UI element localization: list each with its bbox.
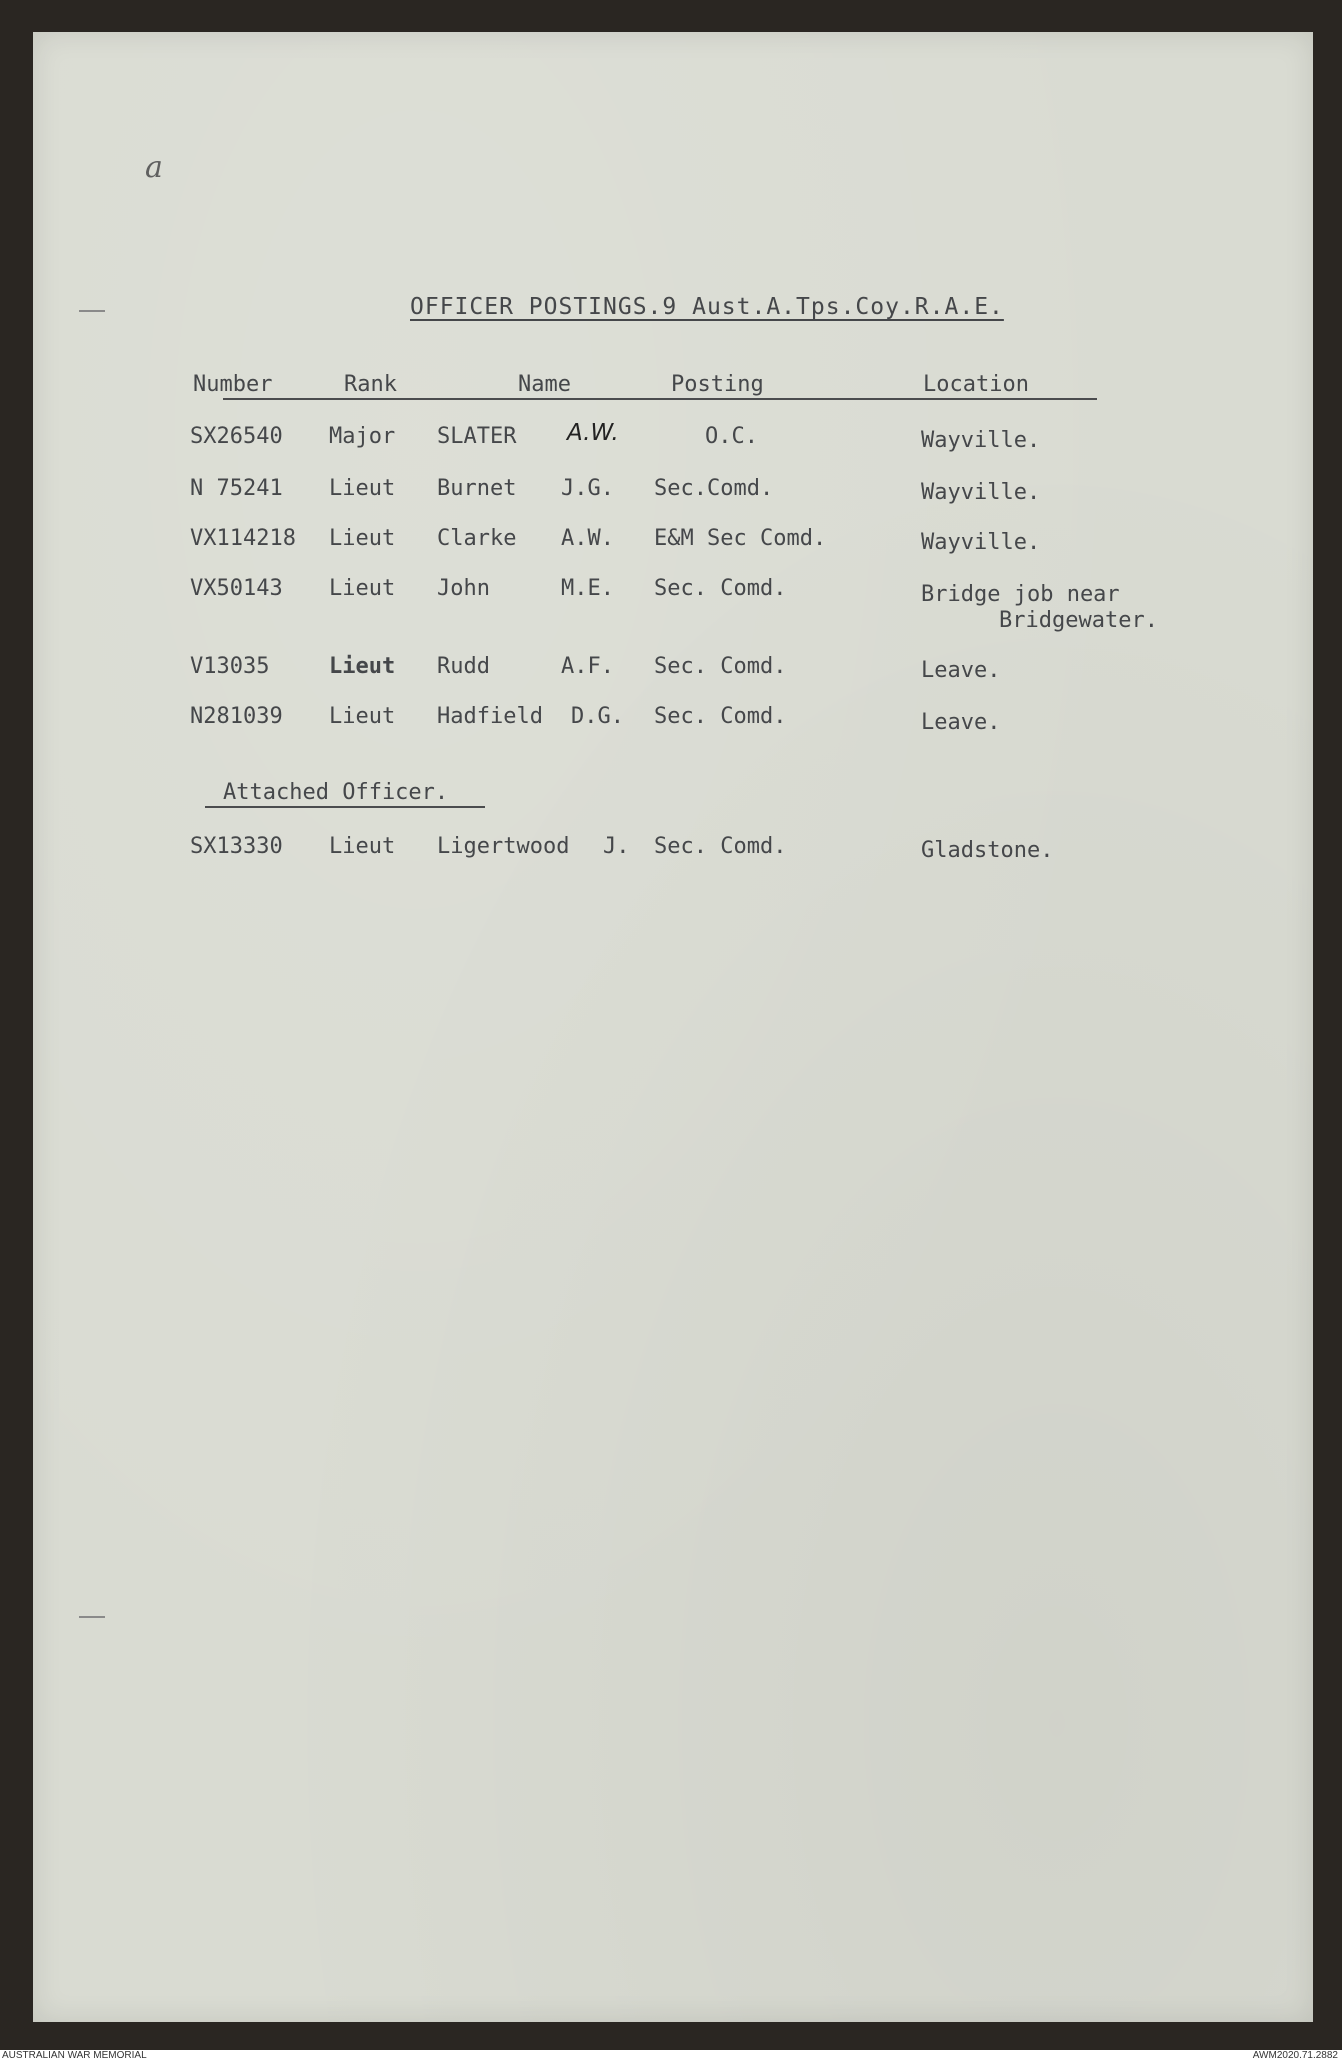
header-underline bbox=[223, 398, 1097, 400]
row-surname: Rudd bbox=[437, 654, 490, 679]
row-number: VX50143 bbox=[190, 576, 283, 601]
row-number: SX26540 bbox=[190, 424, 283, 449]
row-location: Bridge job near bbox=[921, 582, 1120, 607]
attached-row-number: SX13330 bbox=[190, 834, 283, 859]
row-rank: Lieut bbox=[329, 654, 396, 679]
row-surname: Hadfield bbox=[437, 704, 543, 729]
row-posting: E&M Sec Comd. bbox=[654, 526, 827, 551]
row-posting: Sec. Comd. bbox=[654, 576, 787, 601]
attached-heading-underline bbox=[205, 806, 485, 808]
row-number: N281039 bbox=[190, 704, 283, 729]
row-location: Wayville. bbox=[921, 530, 1041, 555]
row-location-continued: Bridgewater. bbox=[999, 608, 1158, 633]
footer-credit: AUSTRALIAN WAR MEMORIAL bbox=[2, 2050, 147, 2061]
row-posting: Sec. Comd. bbox=[654, 704, 787, 729]
attached-officer-heading: Attached Officer. bbox=[223, 780, 449, 805]
row-initials: M.E. bbox=[561, 576, 614, 601]
row-number: N 75241 bbox=[190, 476, 283, 501]
row-location: Leave. bbox=[921, 658, 1001, 683]
document-page bbox=[33, 32, 1313, 2022]
row-posting: O.C. bbox=[705, 424, 758, 449]
header-number: Number bbox=[193, 372, 273, 397]
attached-row-surname: Ligertwood bbox=[437, 834, 570, 859]
margin-tick-mark bbox=[79, 310, 105, 312]
row-number: VX114218 bbox=[190, 526, 296, 551]
row-surname: SLATER bbox=[437, 424, 517, 449]
row-rank: Lieut bbox=[329, 476, 396, 501]
document-title: OFFICER POSTINGS.9 Aust.A.Tps.Coy.R.A.E. bbox=[410, 294, 1004, 320]
row-initials-handwritten: A.W. bbox=[567, 420, 619, 446]
row-initials: D.G. bbox=[571, 704, 624, 729]
row-posting: Sec.Comd. bbox=[654, 476, 774, 501]
row-rank: Lieut bbox=[329, 576, 396, 601]
row-initials: A.F. bbox=[561, 654, 614, 679]
footer-accession-number: AWM2020.71.2882 bbox=[1252, 2050, 1338, 2061]
header-name: Name bbox=[518, 372, 571, 397]
row-surname: Clarke bbox=[437, 526, 517, 551]
attached-row-initials: J. bbox=[603, 834, 630, 859]
attached-row-location: Gladstone. bbox=[921, 838, 1054, 863]
row-rank: Major bbox=[329, 424, 396, 449]
margin-tick-mark bbox=[79, 1616, 105, 1618]
row-number: V13035 bbox=[190, 654, 270, 679]
header-rank: Rank bbox=[344, 372, 397, 397]
attached-row-rank: Lieut bbox=[329, 834, 396, 859]
row-posting: Sec. Comd. bbox=[654, 654, 787, 679]
row-initials: A.W. bbox=[561, 526, 614, 551]
attached-row-posting: Sec. Comd. bbox=[654, 834, 787, 859]
row-rank: Lieut bbox=[329, 526, 396, 551]
row-initials: J.G. bbox=[561, 476, 614, 501]
header-location: Location bbox=[923, 372, 1029, 397]
row-location: Leave. bbox=[921, 710, 1001, 735]
pencil-margin-mark: a bbox=[145, 150, 163, 185]
header-posting: Posting bbox=[671, 372, 764, 397]
row-rank: Lieut bbox=[329, 704, 396, 729]
row-location: Wayville. bbox=[921, 480, 1041, 505]
row-surname: John bbox=[437, 576, 490, 601]
row-location: Wayville. bbox=[921, 428, 1041, 453]
row-surname: Burnet bbox=[437, 476, 517, 501]
